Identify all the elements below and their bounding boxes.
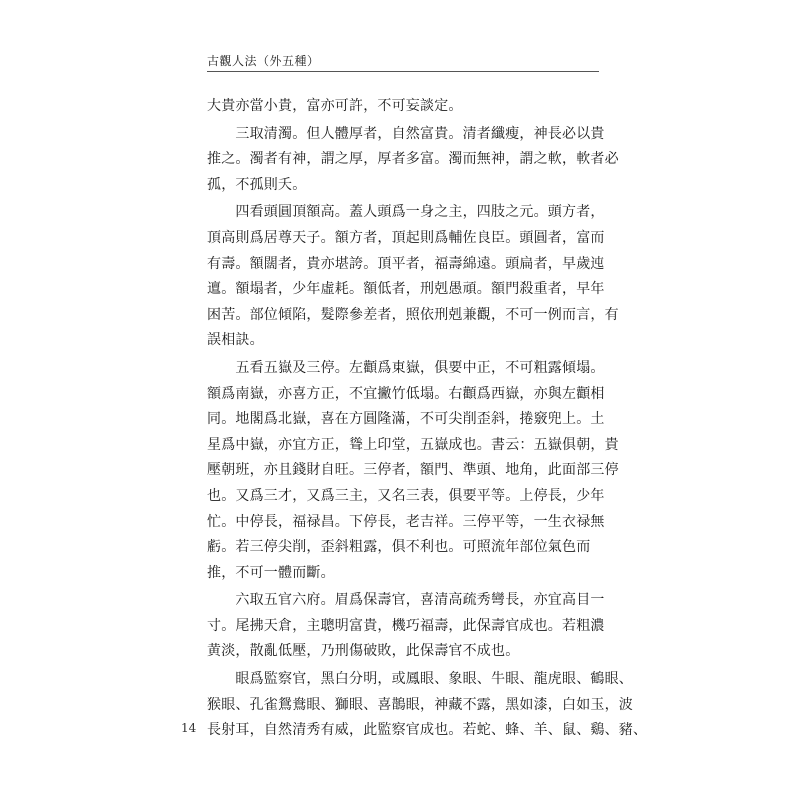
text-line: 星爲中嶽，亦宜方正，聳上印堂，五嶽成也。書云：五嶽俱朝，貴 xyxy=(207,436,619,453)
text-line: 虧。若三停尖削，歪斜粗露，俱不利也。可照流年部位氣色而 xyxy=(207,539,591,556)
text-line: 孤，不孤則夭。 xyxy=(207,176,307,193)
text-line: 五看五嶽及三停。左顴爲東嶽，俱要中正，不可粗露傾塌。 xyxy=(207,359,605,376)
paragraph xyxy=(207,122,619,199)
paragraph xyxy=(207,94,599,120)
running-title: 古觀人法（外五種） xyxy=(207,54,320,68)
text-line: 有壽。額闊者，貴亦堪誇。頂平者，福壽綿遠。頭扁者，早歲迍 xyxy=(207,255,605,272)
paragraph xyxy=(207,356,619,586)
text-line: 推，不可一體而斷。 xyxy=(207,564,335,581)
text-line: 額爲南嶽，亦喜方正，不宜撇竹低塌。右顴爲西嶽，亦與左顴相 xyxy=(207,385,605,402)
text-line: 四看頭圓頂額高。蓋人頭爲一身之主，四肢之元。頭方者， xyxy=(207,204,605,221)
paragraph xyxy=(207,667,648,744)
header-rule xyxy=(207,71,599,72)
text-line: 困苦。部位傾陷，髮際參差者，照依刑剋兼觀，不可一例而言，有 xyxy=(207,306,619,323)
text-line: 也。又爲三才，又爲三主，又名三表，俱要平等。上停長，少年 xyxy=(207,487,605,504)
text-line: 眼爲監察官，黑白分明，或鳳眼、象眼、牛眼、龍虎眼、鶴眼、 xyxy=(207,671,633,688)
text-line: 猴眼、孔雀鴛鴦眼、獅眼、喜鵲眼，神藏不露，黑如漆，白如玉，波 xyxy=(207,696,633,713)
text-line: 同。地閣爲北嶽，喜在方圓隆滿，不可尖削歪斜，捲竅兜上。土 xyxy=(207,411,605,428)
text-line: 六取五官六府。眉爲保壽官，喜清高疏秀彎長，亦宜高目一 xyxy=(207,592,605,609)
body-text xyxy=(207,94,648,744)
text-line: 頂高則爲居尊天子。額方者，頂起則爲輔佐良臣。頭圓者，富而 xyxy=(207,229,605,246)
text-line: 黄淡，散亂低壓，乃刑傷破敗，此保壽官不成也。 xyxy=(207,643,520,660)
text-line: 誤相訣。 xyxy=(207,332,264,349)
page-number: 14 xyxy=(181,721,197,735)
text-line: 三取清濁。但人體厚者，自然富貴。清者纖瘦，神長必以貴 xyxy=(207,125,605,142)
text-line: 壓朝班，亦且錢財自旺。三停者，額門、準頭、地角，此面部三停 xyxy=(207,462,619,479)
text-line: 推之。濁者有神，謂之厚，厚者多富。濁而無神，謂之軟，軟者必 xyxy=(207,151,619,168)
paragraph xyxy=(207,200,619,354)
text-line: 寸。尾拂天倉，主聰明富貴，機巧福壽，此保壽官成也。若粗濃 xyxy=(207,617,605,634)
text-line: 邅。額塌者，少年虛耗。額低者，刑剋愚頑。額門殺重者，早年 xyxy=(207,281,605,298)
text-line: 大貴亦當小貴，富亦可許，不可妄談定。 xyxy=(207,98,463,114)
paragraph xyxy=(207,588,605,665)
text-line: 長射耳，自然清秀有威，此監察官成也。若蛇、蜂、羊、鼠、鷄、豬、 xyxy=(207,722,648,739)
text-line: 忙。中停長，福禄昌。下停長，老吉祥。三停平等，一生衣禄無 xyxy=(207,513,605,530)
